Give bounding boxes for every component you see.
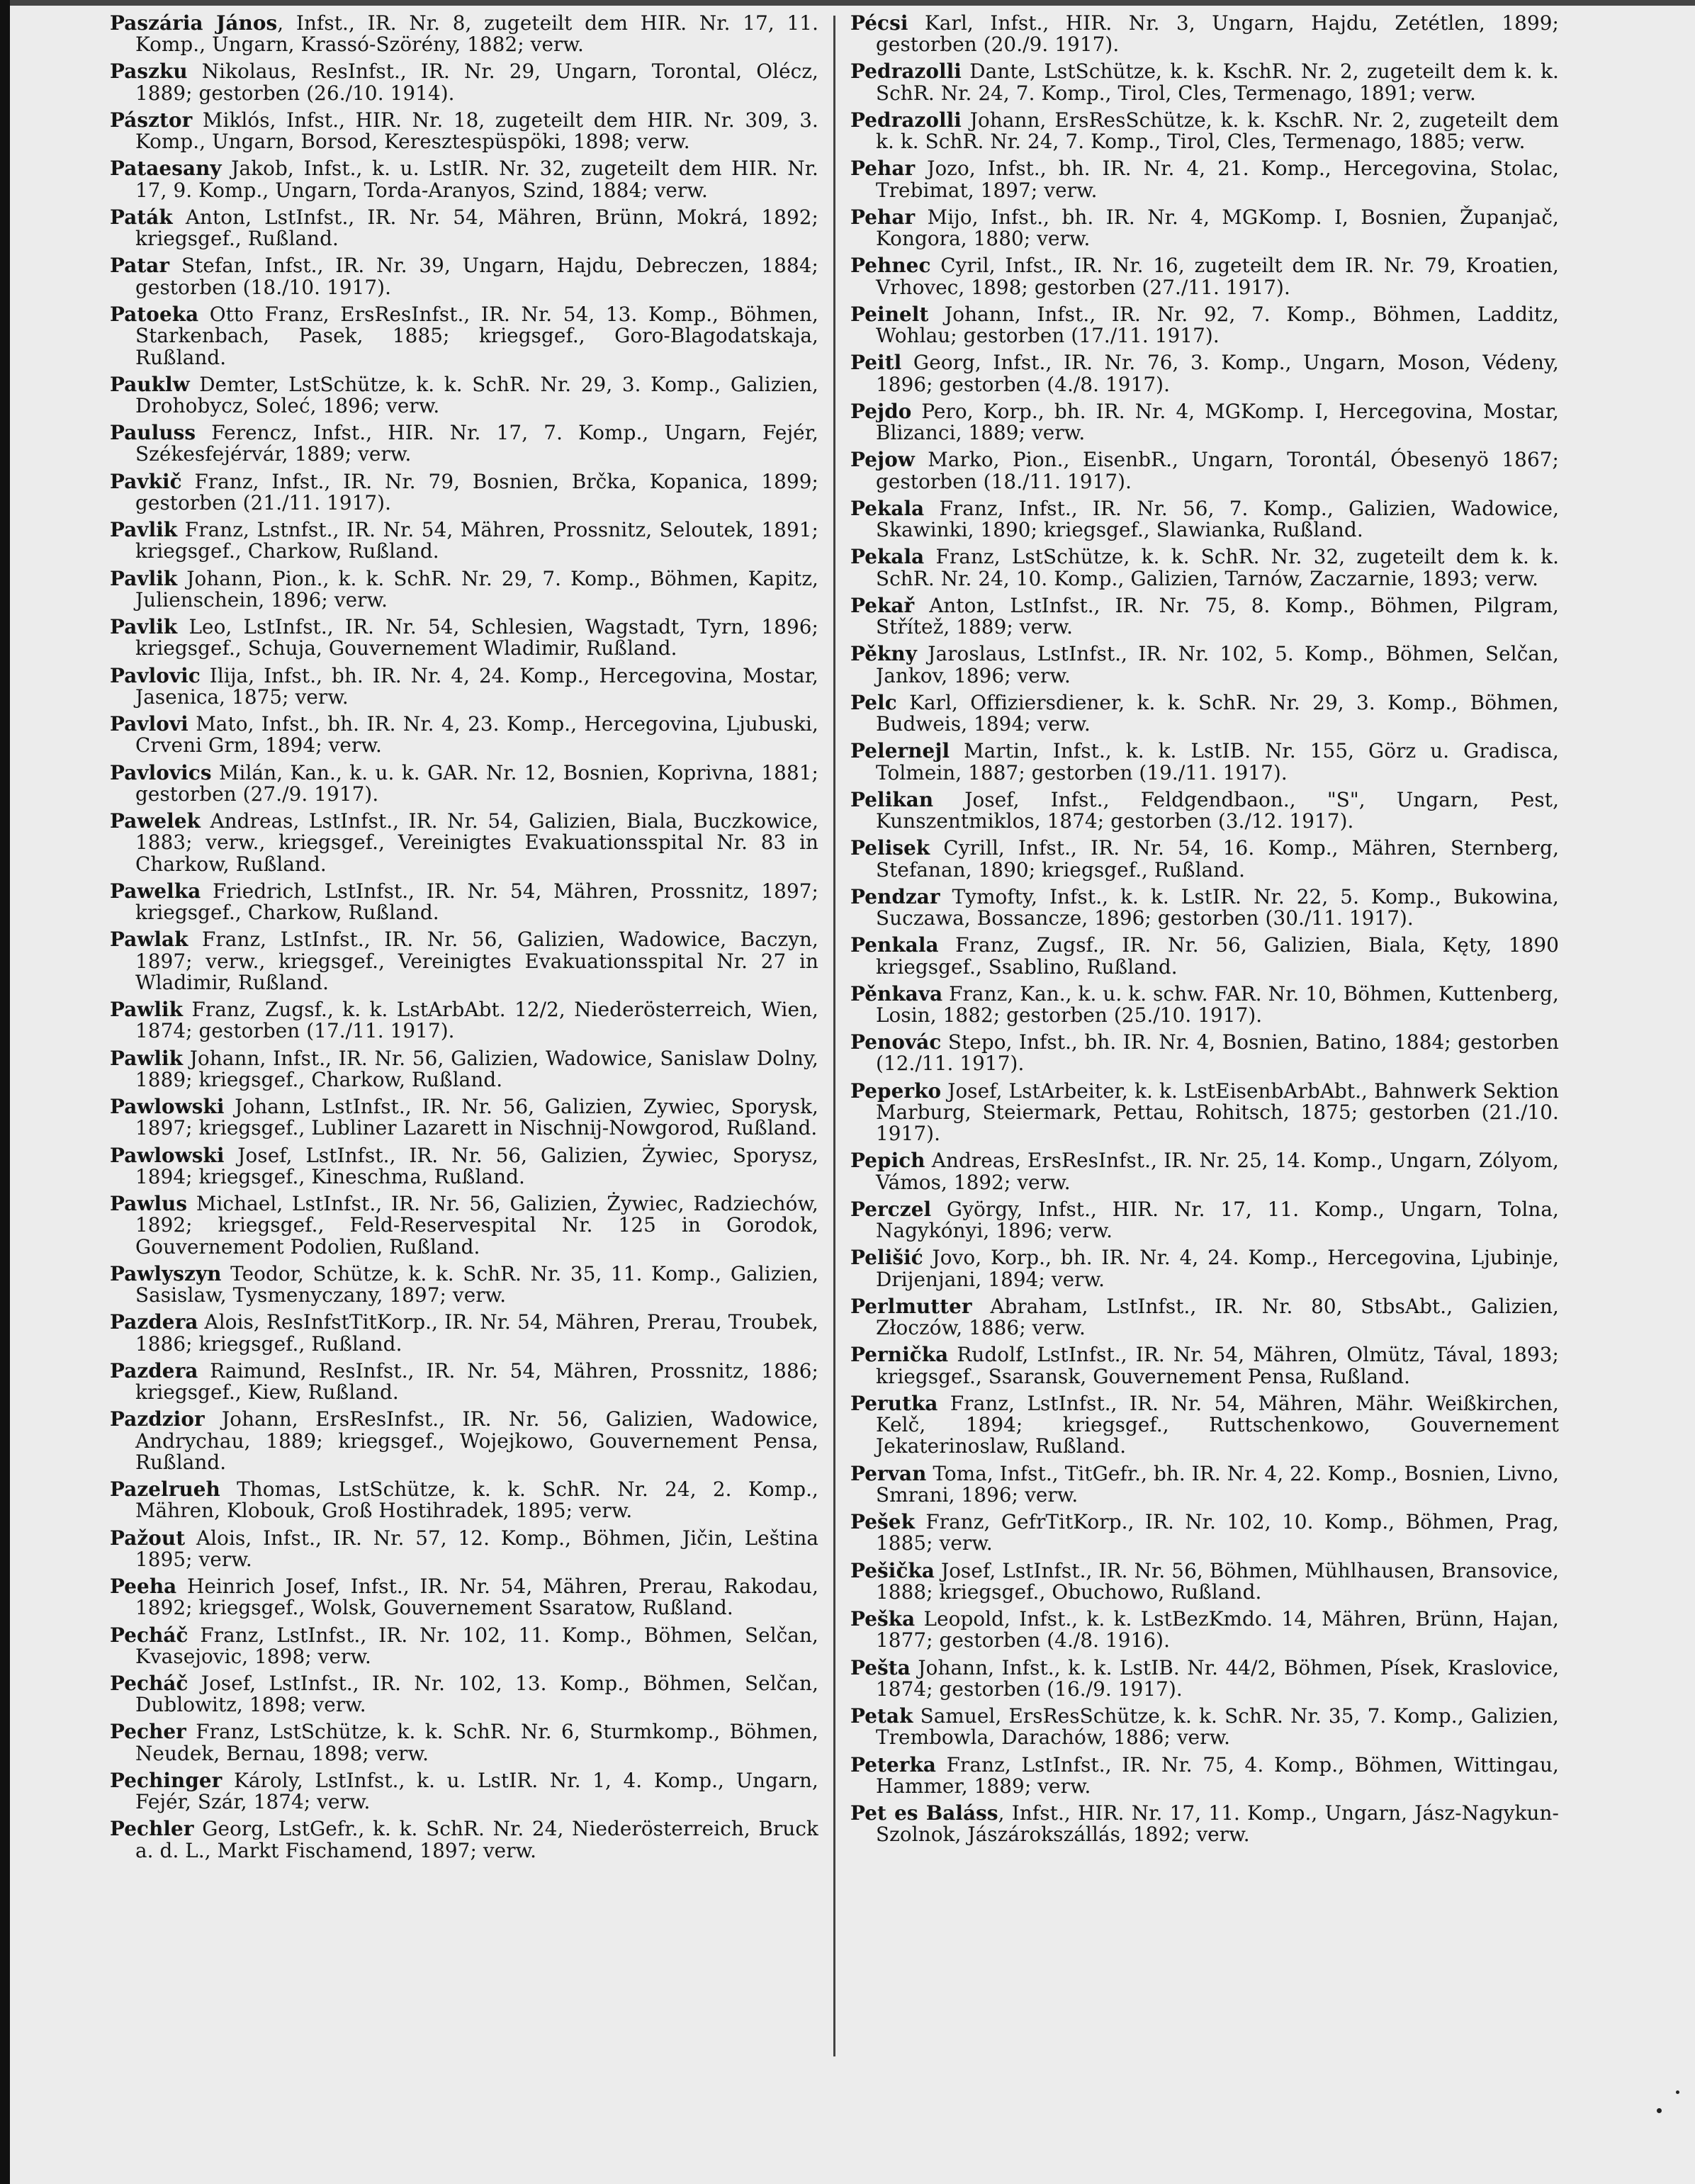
entry-details: Abraham, LstInfst., IR. Nr. 80, StbsAbt., Galizien, Złoczów, 1886; verw.	[876, 1294, 1559, 1340]
entry-details: Toma, Infst., TitGefr., bh. IR. Nr. 4, 22. Komp., Bosnien, Livno, Smrani, 1896; verw.	[876, 1461, 1559, 1507]
entry-surname: Paszária János	[110, 11, 278, 35]
entry-surname: Pet es Baláss	[850, 1801, 998, 1825]
entry-details: Demter, LstSchütze, k. k. SchR. Nr. 29, 3. Komp., Galizien, Drohobycz, Soleć, 1896; verw.	[135, 372, 818, 417]
casualty-entry	[110, 811, 818, 875]
scan-speck	[1676, 2090, 1679, 2094]
scan-top-edge	[0, 0, 1695, 6]
casualty-entry	[850, 1199, 1559, 1242]
entry-details: Rudolf, LstInfst., IR. Nr. 54, Mähren, Olmütz, Tával, 1893; kriegsgef., Ssaransk, Gouvernement Pensa, Rußland.	[876, 1343, 1559, 1388]
entry-surname: Pěnkava	[850, 981, 943, 1006]
entry-details: Nikolaus, ResInfst., IR. Nr. 29, Ungarn, Torontal, Olécz, 1889; gestorben (26./10. 1914).	[135, 60, 818, 105]
entry-details: Johann, LstInfst., IR. Nr. 56, Galizien, Zywiec, Sporysk, 1897; kriegsgef., Lubliner Lazarett in Nischnij-Nowgorod, Rußland.	[135, 1095, 818, 1140]
casualty-entry	[110, 1409, 818, 1473]
casualty-entry	[850, 207, 1559, 250]
entry-details: Leo, LstInfst., IR. Nr. 54, Schlesien, Wagstadt, Tyrn, 1896; kriegsgef., Schuja, Gouvernement Wladimir, Rußland.	[135, 615, 818, 660]
right-column	[850, 13, 1559, 1852]
casualty-entry	[110, 61, 818, 104]
entry-details: Stepo, Infst., bh. IR. Nr. 4, Bosnien, Batino, 1884; gestorben (12./11. 1917).	[876, 1030, 1559, 1076]
casualty-entry	[850, 1393, 1559, 1458]
casualty-entry	[110, 1528, 818, 1571]
entry-surname: Paták	[110, 205, 173, 229]
entry-surname: Pepich	[850, 1149, 925, 1173]
entry-surname: Pejdo	[850, 399, 912, 423]
casualty-entry	[850, 1032, 1559, 1075]
casualty-entry	[110, 1193, 818, 1258]
casualty-entry	[110, 374, 818, 417]
casualty-entry	[110, 1479, 818, 1522]
entry-details: György, Infst., HIR. Nr. 17, 11. Komp., Ungarn, Tolna, Nagykónyi, 1896; verw.	[876, 1197, 1559, 1243]
entry-details: Anton, LstInfst., IR. Nr. 75, 8. Komp., Böhmen, Pilgram, Střítež, 1889; verw.	[876, 593, 1559, 639]
casualty-entry	[850, 692, 1559, 736]
entry-surname: Peinelt	[850, 302, 929, 326]
casualty-entry	[850, 61, 1559, 104]
entry-details: Franz, Zugsf., k. k. LstArbAbt. 12/2, Niederösterreich, Wien, 1874; gestorben (17./11. 1917).	[135, 998, 818, 1043]
entry-details: Franz, Infst., IR. Nr. 79, Bosnien, Brčka, Kopanica, 1899; gestorben (21./11. 1917).	[135, 469, 818, 514]
entry-details: Johann, Infst., IR. Nr. 92, 7. Komp., Böhmen, Ladditz, Wohlau; gestorben (17./11. 1917).	[876, 302, 1559, 348]
entry-surname: Pechinger	[110, 1768, 223, 1792]
entry-details: , Infst., HIR. Nr. 17, 11. Komp., Ungarn, Jász-Nagykun-Szolnok, Jászárokszállás, 1892; verw.	[876, 1801, 1559, 1847]
entry-surname: Pendzar	[850, 884, 940, 908]
entry-details: Karl, Infst., HIR. Nr. 3, Ungarn, Hajdu, Zetétlen, 1899; gestorben (20./9. 1917).	[876, 11, 1559, 57]
casualty-entry	[850, 1752, 1559, 1798]
casualty-entry	[110, 471, 818, 514]
entry-surname: Pecháč	[110, 1623, 188, 1647]
entry-details: Ilija, Infst., bh. IR. Nr. 4, 24. Komp., Hercegovina, Mostar, Jasenica, 1875; verw.	[135, 663, 818, 709]
entry-surname: Pelišić	[850, 1246, 923, 1270]
casualty-entry	[850, 1150, 1559, 1193]
entry-surname: Pásztor	[110, 108, 193, 132]
casualty-entry	[110, 422, 818, 466]
casualty-entry	[850, 449, 1559, 492]
entry-details: Alois, Infst., IR. Nr. 57, 12. Komp., Böhmen, Jičin, Leština 1895; verw.	[135, 1526, 818, 1571]
entry-surname: Perlmutter	[850, 1294, 972, 1318]
entry-details: Josef, LstInfst., IR. Nr. 56, Böhmen, Mühlhausen, Bransovice, 1888; kriegsgef., Obuchowo, Rußland.	[876, 1558, 1559, 1604]
entry-details: Johann, Infst., k. k. LstIB. Nr. 44/2, Böhmen, Písek, Kraslovice, 1874; gestorben (16./9. 1917).	[876, 1655, 1559, 1701]
entry-details: Jaroslaus, LstInfst., IR. Nr. 102, 5. Komp., Böhmen, Selčan, Jankov, 1896; verw.	[876, 642, 1559, 687]
entry-details: Raimund, ResInfst., IR. Nr. 54, Mähren, Prossnitz, 1886; kriegsgef., Kiew, Rußland.	[135, 1358, 818, 1405]
entry-details: Johann, Infst., IR. Nr. 56, Galizien, Wadowice, Sanislaw Dolny, 1889; kriegsgef., Charkow, Rußland.	[135, 1046, 818, 1091]
entry-details: Johann, Pion., k. k. SchR. Nr. 29, 7. Komp., Böhmen, Kapitz, Julienschein, 1896; verw.	[135, 566, 818, 612]
entry-details: Franz, Infst., IR. Nr. 56, 7. Komp., Galizien, Wadowice, Skawinki, 1890; kriegsgef., Slawianka, Rußland.	[876, 496, 1559, 542]
entry-details: Thomas, LstSchütze, k. k. SchR. Nr. 24, 2. Komp., Mähren, Klobouk, Groß Hostihradek, 1895; verw.	[135, 1477, 818, 1523]
entry-surname: Pawlik	[110, 1046, 184, 1070]
casualty-entry	[110, 1770, 818, 1813]
entry-details: Franz, LstSchütze, k. k. SchR. Nr. 6, Sturmkomp., Böhmen, Neudek, Bernau, 1898; verw.	[135, 1720, 818, 1765]
entry-details: Miklós, Infst., HIR. Nr. 18, zugeteilt dem HIR. Nr. 309, 3. Komp., Ungarn, Borsod, Keresztespüspöki, 1898; verw.	[135, 108, 818, 154]
entry-details: Teodor, Schütze, k. k. SchR. Nr. 35, 11. Komp., Galizien, Sasislaw, Tysmenyczany, 1897; verw.	[135, 1261, 818, 1307]
entry-surname: Pawelek	[110, 809, 201, 833]
entry-surname: Pehar	[850, 157, 916, 181]
entry-details: Leopold, Infst., k. k. LstBezKmdo. 14, Mähren, Brünn, Hajan, 1877; gestorben (4./8. 1916).	[876, 1607, 1559, 1653]
casualty-entry	[850, 1512, 1559, 1555]
casualty-entry	[850, 981, 1559, 1027]
entry-surname: Patar	[110, 254, 170, 278]
entry-details: Michael, LstInfst., IR. Nr. 56, Galizien, Żywiec, Radziechów, 1892; kriegsgef., Feld-Reservespital Nr. 125 in Gorodok, Gouvernement Podolien, Rußland.	[135, 1192, 818, 1259]
entry-surname: Penovác	[850, 1030, 942, 1054]
entry-surname: Pavlovi	[110, 712, 188, 736]
entry-surname: Pavlovic	[110, 663, 201, 687]
casualty-entry	[850, 1609, 1559, 1652]
casualty-entry	[110, 1145, 818, 1188]
entry-details: Friedrich, LstInfst., IR. Nr. 54, Mähren, Prossnitz, 1897; kriegsgef., Charkow, Rußland.	[135, 879, 818, 925]
casualty-entry	[850, 789, 1559, 833]
entry-surname: Pervan	[850, 1461, 927, 1485]
entry-surname: Pavlovics	[110, 760, 212, 784]
casualty-entry	[110, 1576, 818, 1619]
casualty-entry	[850, 255, 1559, 298]
entry-details: Johann, ErsResSchütze, k. k. KschR. Nr. 2, zugeteilt dem k. k. SchR. Nr. 24, 7. Komp., Tirol, Cles, Termenago, 1885; verw.	[876, 108, 1559, 154]
entry-surname: Pelc	[850, 690, 897, 714]
casualty-entry	[850, 498, 1559, 541]
casualty-entry	[850, 595, 1559, 638]
entry-surname: Pawlowski	[110, 1095, 225, 1119]
casualty-entry	[850, 1081, 1559, 1145]
entry-surname: Penkala	[850, 933, 939, 957]
casualty-entry	[110, 929, 818, 994]
scan-speck	[1657, 2108, 1662, 2113]
casualty-entry	[110, 1673, 818, 1716]
casualty-entry	[110, 1358, 818, 1405]
entry-details: Mato, Infst., bh. IR. Nr. 4, 23. Komp., Hercegovina, Ljubuski, Crveni Grm, 1894; verw.	[135, 712, 818, 758]
entry-surname: Pernička	[850, 1343, 949, 1367]
entry-surname: Peperko	[850, 1079, 942, 1103]
entry-details: Franz, LstInfst., IR. Nr. 54, Mähren, Mähr. Weißkirchen, Kelč, 1894; kriegsgef., Ruttschenkowo, Gouvernement Jekaterinoslaw, Rußland.	[876, 1391, 1559, 1458]
entry-surname: Pedrazolli	[850, 60, 962, 84]
casualty-entry	[110, 304, 818, 368]
entry-details: Dante, LstSchütze, k. k. KschR. Nr. 2, zugeteilt dem k. k. SchR. Nr. 24, 7. Komp., Tirol, Cles, Termenago, 1891; verw.	[876, 60, 1559, 105]
casualty-entry	[110, 1312, 818, 1355]
entry-details: Jovo, Korp., bh. IR. Nr. 4, 24. Komp., Hercegovina, Ljubinje, Drijenjani, 1894; verw.	[876, 1246, 1559, 1291]
entry-details: Mijo, Infst., bh. IR. Nr. 4, MGKomp. I, Bosnien, Županjač, Kongora, 1880; verw.	[876, 205, 1559, 251]
casualty-entry	[850, 1296, 1559, 1339]
entry-surname: Pauklw	[110, 372, 190, 396]
casualty-entry	[850, 1247, 1559, 1290]
entry-details: Jozo, Infst., bh. IR. Nr. 4, 21. Komp., Hercegovina, Stolac, Trebimat, 1897; verw.	[876, 157, 1559, 202]
entry-details: Jakob, Infst., k. u. LstIR. Nr. 32, zugeteilt dem HIR. Nr. 17, 9. Komp., Ungarn, Torda-Aranyos, Szind, 1884; verw.	[135, 157, 818, 202]
casualty-entry	[110, 881, 818, 924]
entry-details: Franz, LstInfst., IR. Nr. 102, 11. Komp., Böhmen, Selčan, Kvasejovic, 1898; verw.	[135, 1623, 818, 1668]
casualty-entry	[110, 1818, 818, 1862]
entry-surname: Pavlik	[110, 518, 178, 542]
entry-surname: Pécsi	[850, 11, 908, 35]
entry-details: Cyril, Infst., IR. Nr. 16, zugeteilt dem IR. Nr. 79, Kroatien, Vrhovec, 1898; gestorben (27./11. 1917).	[876, 254, 1559, 299]
entry-details: Johann, ErsResInfst., IR. Nr. 56, Galizien, Wadowice, Andrychau, 1889; kriegsgef., Wojejkowo, Gouvernement Pensa, Rußland.	[135, 1407, 818, 1474]
casualty-entry	[850, 886, 1559, 930]
entry-details: Stefan, Infst., IR. Nr. 39, Ungarn, Hajdu, Debreczen, 1884; gestorben (18./10. 1917).	[135, 254, 818, 299]
entry-surname: Pedrazolli	[850, 108, 962, 132]
column-divider	[833, 16, 835, 2056]
entry-details: Samuel, ErsResSchütze, k. k. SchR. Nr. 35, 7. Komp., Galizien, Trembowla, Darachów, 1886; verw.	[876, 1704, 1559, 1750]
casualty-entry	[110, 1048, 818, 1091]
casualty-entry	[850, 838, 1559, 881]
casualty-entry	[110, 1263, 818, 1307]
entry-details: Marko, Pion., EisenbR., Ungarn, Torontál, Óbesenyö 1867; gestorben (18./11. 1917).	[876, 448, 1559, 493]
entry-details: Franz, GefrTitKorp., IR. Nr. 102, 10. Komp., Böhmen, Prag, 1885; verw.	[876, 1510, 1559, 1555]
casualty-entry	[850, 401, 1559, 444]
entry-details: Pero, Korp., bh. IR. Nr. 4, MGKomp. I, Hercegovina, Mostar, Blizanci, 1889; verw.	[876, 399, 1559, 445]
scan-left-edge	[0, 0, 10, 2184]
entry-surname: Pawelka	[110, 879, 201, 903]
casualty-entry	[110, 207, 818, 250]
entry-details: Franz, LstSchütze, k. k. SchR. Nr. 32, zugeteilt dem k. k. SchR. Nr. 24, 10. Komp., Galizien, Tarnów, Zaczarnie, 1893; verw.	[876, 545, 1559, 590]
entry-details: Milán, Kan., k. u. k. GAR. Nr. 12, Bosnien, Koprivna, 1881; gestorben (27./9. 1917).	[135, 760, 818, 806]
entry-surname: Pawlyszyn	[110, 1261, 222, 1285]
casualty-entry	[110, 13, 818, 56]
casualty-entry	[110, 568, 818, 612]
entry-surname: Pawlowski	[110, 1143, 225, 1167]
casualty-entry	[110, 110, 818, 153]
entry-surname: Pekař	[850, 593, 915, 617]
entry-surname: Pešička	[850, 1558, 935, 1582]
entry-details: Alois, ResInfstTitKorp., IR. Nr. 54, Mähren, Prerau, Troubek, 1886; kriegsgef., Rußland.	[135, 1310, 818, 1356]
entry-surname: Peška	[850, 1607, 916, 1631]
casualty-entry	[110, 665, 818, 709]
casualty-entry	[110, 519, 818, 563]
entry-details: Franz, Kan., k. u. k. schw. FAR. Nr. 10, Böhmen, Kuttenberg, Losin, 1882; gestorben (25./10. 1917).	[876, 981, 1559, 1027]
entry-details: , Infst., IR. Nr. 8, zugeteilt dem HIR. Nr. 17, 11. Komp., Ungarn, Krassó-Szörény, 1882; verw.	[135, 11, 819, 57]
entry-surname: Perczel	[850, 1197, 932, 1221]
entry-surname: Pecháč	[110, 1671, 188, 1695]
casualty-entry	[850, 1463, 1559, 1507]
entry-surname: Pehnec	[850, 254, 931, 278]
casualty-entry	[850, 158, 1559, 201]
entry-surname: Pešta	[850, 1655, 911, 1679]
entry-details: Franz, LstInfst., IR. Nr. 56, Galizien, Wadowice, Baczyn, 1897; verw., kriegsgef., Vereinigtes Evakuationsspital Nr. 27 in Wladimir, Rußland.	[135, 928, 818, 994]
entry-details: Franz, Zugsf., IR. Nr. 56, Galizien, Biala, Kęty, 1890 kriegsgef., Ssablino, Rußland.	[876, 933, 1559, 979]
entry-details: Martin, Infst., k. k. LstIB. Nr. 155, Görz u. Gradisca, Tolmein, 1887; gestorben (19./11. 1917).	[876, 739, 1559, 784]
entry-surname: Pazdzior	[110, 1407, 205, 1431]
entry-surname: Pekala	[850, 545, 925, 569]
casualty-entry	[110, 714, 818, 757]
entry-surname: Pazdera	[110, 1358, 198, 1383]
casualty-entry	[850, 1803, 1559, 1846]
casualty-entry	[110, 999, 818, 1042]
casualty-entry	[110, 1096, 818, 1139]
entry-surname: Perutka	[850, 1391, 938, 1415]
entry-surname: Pataesany	[110, 157, 222, 181]
casualty-entry	[850, 13, 1559, 56]
entry-surname: Pecher	[110, 1720, 186, 1744]
casualty-entry	[850, 352, 1559, 395]
entry-surname: Pawlus	[110, 1192, 188, 1216]
entry-details: Otto Franz, ErsResInfst., IR. Nr. 54, 13. Komp., Böhmen, Starkenbach, Pasek, 1885; kriegsgef., Goro-Blagodatskaja, Rußland.	[135, 302, 818, 369]
entry-details: Josef, LstInfst., IR. Nr. 102, 13. Komp., Böhmen, Selčan, Dublowitz, 1898; verw.	[135, 1671, 818, 1717]
entry-surname: Pavlik	[110, 566, 178, 590]
entry-surname: Patoeka	[110, 302, 199, 326]
casualty-entry	[850, 1344, 1559, 1387]
entry-details: Franz, LstInfst., IR. Nr. 75, 4. Komp., Böhmen, Wittingau, Hammer, 1889; verw.	[876, 1752, 1559, 1798]
entry-surname: Pešek	[850, 1510, 915, 1534]
entry-surname: Pehar	[850, 205, 916, 229]
entry-details: Cyrill, Infst., IR. Nr. 54, 16. Komp., Mähren, Sternberg, Stefanan, 1890; kriegsgef., Rußland.	[876, 836, 1559, 882]
entry-surname: Peeha	[110, 1575, 177, 1599]
entry-details: Karl, Offiziersdiener, k. k. SchR. Nr. 29, 3. Komp., Böhmen, Budweis, 1894; verw.	[876, 690, 1559, 736]
entry-details: Franz, Lstnfst., IR. Nr. 54, Mähren, Prossnitz, Seloutek, 1891; kriegsgef., Charkow, Rußland.	[135, 518, 818, 563]
casualty-entry	[850, 935, 1559, 978]
entry-details: Josef, LstInfst., IR. Nr. 56, Galizien, Żywiec, Sporysz, 1894; kriegsgef., Kineschma, Rußland.	[135, 1143, 818, 1188]
entry-surname: Peitl	[850, 351, 902, 375]
entry-details: Josef, Infst., Feldgendbaon., "S", Ungarn, Pest, Kunszentmiklos, 1874; gestorben (3./12. 1917).	[876, 787, 1559, 833]
casualty-entry	[850, 1706, 1559, 1749]
casualty-entry	[850, 304, 1559, 347]
entry-details: Andreas, ErsResInfst., IR. Nr. 25, 14. Komp., Ungarn, Zólyom, Vámos, 1892; verw.	[876, 1149, 1559, 1194]
entry-surname: Pelikan	[850, 787, 934, 811]
entry-details: Anton, LstInfst., IR. Nr. 54, Mähren, Brünn, Mokrá, 1892; kriegsgef., Rußland.	[135, 205, 818, 251]
entry-surname: Pawlak	[110, 928, 188, 952]
entry-surname: Pavlik	[110, 615, 178, 639]
entry-surname: Pauluss	[110, 421, 196, 445]
entry-surname: Pelernejl	[850, 739, 950, 763]
casualty-entry	[850, 110, 1559, 153]
entry-surname: Pekala	[850, 496, 925, 520]
casualty-entry	[110, 158, 818, 201]
casualty-entry	[110, 255, 818, 298]
entry-surname: Peterka	[850, 1752, 936, 1777]
entry-details: Georg, Infst., IR. Nr. 76, 3. Komp., Ungarn, Moson, Védeny, 1896; gestorben (4./8. 1917).	[876, 351, 1559, 396]
entry-surname: Pěkny	[850, 642, 917, 666]
entry-details: Andreas, LstInfst., IR. Nr. 54, Galizien, Biala, Buczkowice, 1883; verw., kriegsgef., Vereinigtes Evakuationsspital Nr. 83 in Charkow, Rußland.	[135, 809, 818, 876]
entry-surname: Pažout	[110, 1526, 186, 1550]
entry-surname: Pelisek	[850, 836, 930, 860]
casualty-entry	[850, 643, 1559, 687]
entry-surname: Pechler	[110, 1817, 194, 1841]
casualty-entry	[850, 741, 1559, 784]
casualty-entry	[110, 1721, 818, 1764]
casualty-entry	[110, 617, 818, 660]
entry-details: Heinrich Josef, Infst., IR. Nr. 54, Mähren, Prerau, Rakodau, 1892; kriegsgef., Wolsk, Gouvernement Ssaratow, Rußland.	[135, 1575, 818, 1620]
casualty-entry	[850, 1560, 1559, 1604]
casualty-entry	[110, 1625, 818, 1668]
entry-details: Georg, LstGefr., k. k. SchR. Nr. 24, Niederösterreich, Bruck a. d. L., Markt Fischamend, 1897; verw.	[135, 1817, 818, 1862]
casualty-entry	[850, 1657, 1559, 1701]
entry-surname: Paszku	[110, 60, 188, 84]
entry-surname: Pavkič	[110, 469, 182, 493]
entry-details: Károly, LstInfst., k. u. LstIR. Nr. 1, 4. Komp., Ungarn, Fejér, Szár, 1874; verw.	[135, 1768, 818, 1814]
casualty-entry	[110, 762, 818, 806]
entry-details: Tymofty, Infst., k. k. LstIR. Nr. 22, 5. Komp., Bukowina, Suczawa, Bossancze, 1896; gestorben (30./11. 1917).	[876, 884, 1559, 930]
casualty-entry	[850, 546, 1559, 590]
entry-surname: Pazelrueh	[110, 1477, 220, 1502]
entry-details: Ferencz, Infst., HIR. Nr. 17, 7. Komp., Ungarn, Fejér, Székesfejérvár, 1889; verw.	[135, 421, 818, 466]
entry-surname: Pejow	[850, 448, 915, 472]
left-column	[110, 13, 818, 1867]
entry-details: Josef, LstArbeiter, k. k. LstEisenbArbAbt., Bahnwerk Sektion Marburg, Steiermark, Pettau, Rohitsch, 1875; gestorben (21./10. 1917).	[876, 1079, 1559, 1146]
entry-surname: Pazdera	[110, 1310, 198, 1334]
entry-surname: Pawlik	[110, 998, 184, 1022]
entry-surname: Petak	[850, 1704, 913, 1728]
